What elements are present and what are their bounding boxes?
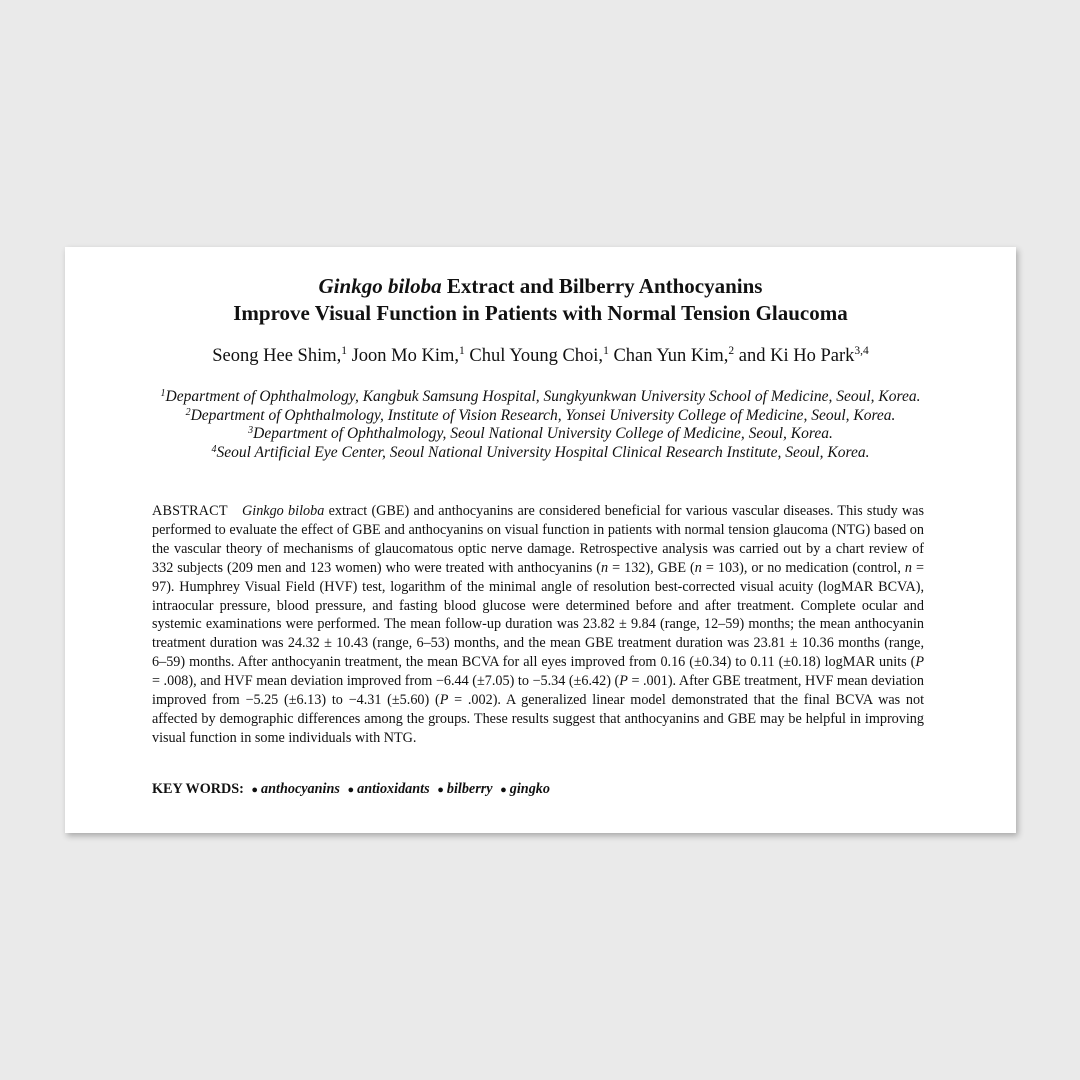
affiliation-number: 2 [185,406,191,418]
affiliation-number: 3 [248,425,254,437]
bullet-icon: ● [437,784,444,796]
keyword: anthocyanins [261,781,340,797]
abstract-label: ABSTRACT [152,503,228,519]
bullet-icon: ● [347,784,355,796]
abstract-italic-term: Ginkgo biloba [242,503,325,519]
bullet-icon: ● [251,784,259,796]
abstract-text: = .002). A generalized linear model demonstrated that the final BCVA was not affected by demographic differences among the groups. These results suggest that anthocyanins and GBE may be helpful in improving visual function in some individuals with NTG. [152,692,925,746]
abstract-text: = 103), or no medication (control, [701,559,905,576]
affiliation-line [65,388,1016,407]
title-line-1 [65,273,1016,300]
abstract-text: = .001). After GBE treatment, HVF mean deviation improved from −5.25 (±6.13) to −4.31 (±5.60) ( [152,673,924,709]
keyword: antioxidants [357,781,430,797]
abstract-text: extract (GBE) and anthocyanins are considered beneficial for various vascular diseases. This study was performed to evaluate the effect of GBE and anthocyanins on visual function in patients with normal tension glaucoma (NTG) based on the vascular theory of mechanisms of glaucomatous optic nerve damage. Retrospective analysis was carried out by a chart review of 332 subjects (209 men and 123 women) who were treated with anthocyanins ( [152,503,924,576]
affiliation-text: Department of Ophthalmology, Seoul National University College of Medicine, Seoul, Korea. [253,425,833,443]
abstract-text: = 132), GBE ( [608,559,695,576]
keyword: gingko [509,781,550,797]
affiliation-text: Department of Ophthalmology, Institute of Vision Research, Yonsei University College of Medicine, Seoul, Korea. [190,406,896,424]
author-list [65,344,1016,368]
author-affiliation-mark: 1 [459,345,465,357]
affiliation-number: 4 [211,444,217,456]
abstract-italic-p: P [439,692,449,709]
abstract-paragraph [152,502,924,748]
keywords-label: KEY WORDS: [152,781,244,797]
author-affiliation-mark: 3,4 [854,345,869,357]
title-italic-term: Ginkgo biloba [318,274,442,298]
affiliation-list [65,388,1016,463]
paper-page [65,247,1016,833]
abstract-italic-n: n [601,559,609,576]
affiliation-text: Department of Ophthalmology, Kangbuk Samsung Hospital, Sungkyunkwan University School of Medicine, Seoul, Korea. [165,388,921,405]
abstract-text: = 97). Humphrey Visual Field (HVF) test, logarithm of the minimal angle of resolution best-corrected visual acuity (logMAR BCVA), intraocular pressure, blood pressure, and fasting blood glucose were determined before and after treatment. Complete ocular and systemic examinations were performed. The mean follow-up duration was 23.82 ± 9.84 (range, 12–59) months; the mean anthocyanin treatment duration was 24.32 ± 10.43 (range, 6–53) months, and the mean GBE treatment duration was 23.81 ± 10.36 months (range, 6–59) months. After anthocyanin treatment, the mean BCVA for all eyes improved from 0.16 (±0.34) to 0.11 (±0.18) logMAR units ( [152,559,924,671]
keyword: bilberry [446,781,493,797]
abstract-italic-n: n [904,559,912,576]
affiliation-number: 1 [160,388,166,399]
author-affiliation-mark: 1 [341,345,347,357]
affiliation-line [65,444,1016,463]
affiliation-line [65,425,1016,444]
author-name: Chan Yun Kim, [613,346,729,366]
author-affiliation-mark: 2 [728,345,735,357]
title-line-1-rest: Extract and Bilberry Anthocyanins [441,274,763,298]
paper-title [65,273,1016,327]
abstract-italic-p: P [915,654,924,671]
abstract-text: = .008), and HVF mean deviation improved from −6.44 (±7.05) to −5.34 (±6.42) ( [152,673,620,690]
author-affiliation-mark: 1 [603,345,609,357]
title-line-2: Improve Visual Function in Patients with Normal Tension Glaucoma [233,301,848,325]
abstract-italic-p: P [619,673,628,690]
author-name: Seong Hee Shim, [212,346,342,366]
bullet-icon: ● [500,784,507,796]
author-name: and Ki Ho Park [738,346,855,366]
author-name: Chul Young Choi, [469,346,604,366]
keywords-line [152,780,924,799]
affiliation-text: Seoul Artificial Eye Center, Seoul National University Hospital Clinical Research Institute, Seoul, Korea. [216,444,870,462]
abstract-italic-n: n [694,559,702,576]
affiliation-line [65,407,1016,426]
author-name: Joon Mo Kim, [351,346,460,366]
